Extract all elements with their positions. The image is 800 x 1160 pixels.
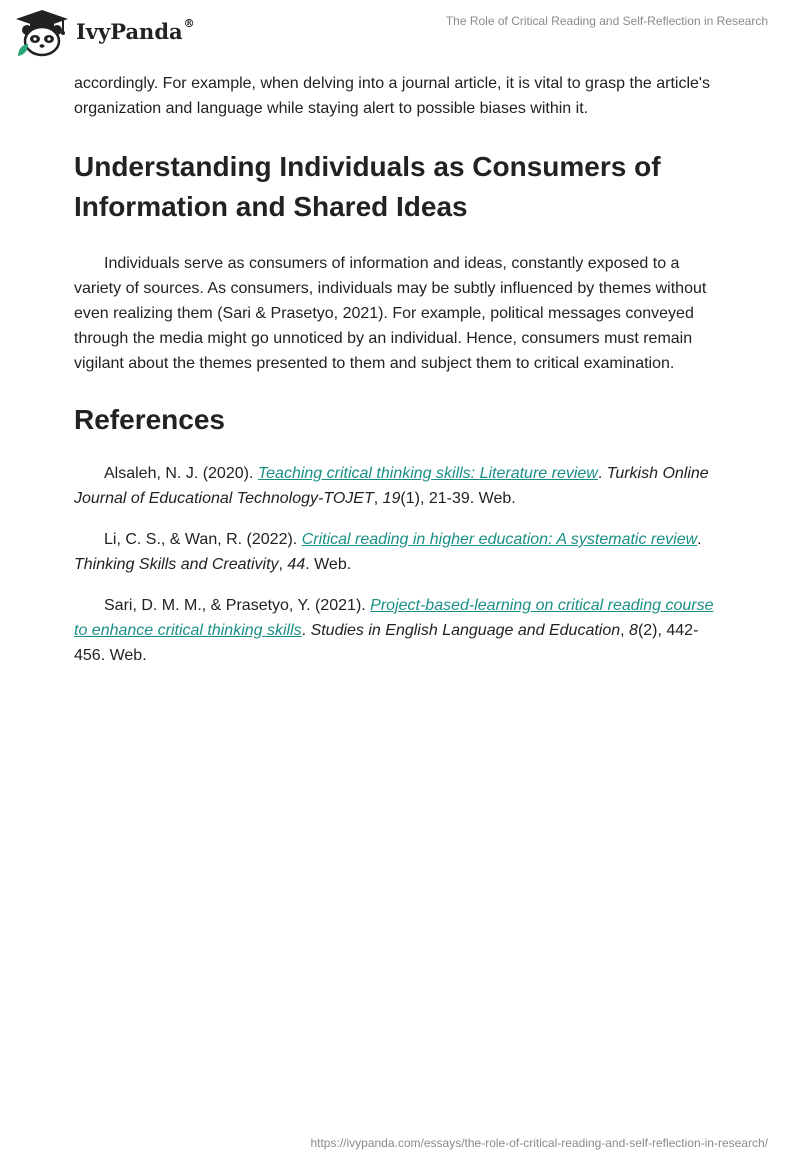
page-header — [0, 0, 800, 64]
reference-link[interactable]: Critical reading in higher education: A systematic review — [301, 531, 698, 548]
reference-link[interactable]: Teaching critical thinking skills: Literature review — [257, 465, 598, 482]
reference-item: Sari, D. M. M., & Prasetyo, Y. (2021). Project-based-learning on critical reading course to enhance critical thinking skills. Studies in English Language and Education, 8(2), 442-456. Web. — [74, 597, 714, 664]
footer-url[interactable]: https://ivypanda.com/essays/the-role-of-critical-reading-and-self-reflection-in-research/ — [310, 1136, 768, 1150]
panda-graduate-icon — [14, 8, 72, 58]
section-paragraph: Individuals serve as consumers of information and ideas, constantly exposed to a variety of sources. As consumers, individuals may be subtly influenced by themes without even realizing them (Sari & Prasetyo, 2021). For example, political messages conveyed through the media might go unnoticed by an individual. Hence, consumers must remain vigilant about the themes presented to them and subject them to critical examination. — [74, 255, 707, 372]
reference-item: Li, C. S., & Wan, R. (2022). Critical reading in higher education: A systematic review. Thinking Skills and Creativity, 44. Web. — [74, 531, 702, 573]
reference-link[interactable]: Project-based-learning on critical reading course to enhance critical thinking skills — [74, 597, 714, 639]
reference-item: Alsaleh, N. J. (2020). Teaching critical thinking skills: Literature review. Turkish Online Journal of Educational Technology-TOJET, 19(1), 21-39. Web. — [74, 465, 709, 507]
ivypanda-logo[interactable] — [14, 8, 204, 58]
document-title: The Role of Critical Reading and Self-Reflection in Research — [445, 14, 768, 28]
references-heading: References — [74, 404, 225, 435]
section-heading: Understanding Individuals as Consumers of Information and Shared Ideas — [74, 151, 661, 222]
logo-wordmark: IvyPanda® — [76, 17, 195, 44]
essay-content — [74, 71, 714, 684]
intro-paragraph: accordingly. For example, when delving into a journal article, it is vital to grasp the article's organization and language while staying alert to possible biases within it. — [74, 75, 710, 117]
